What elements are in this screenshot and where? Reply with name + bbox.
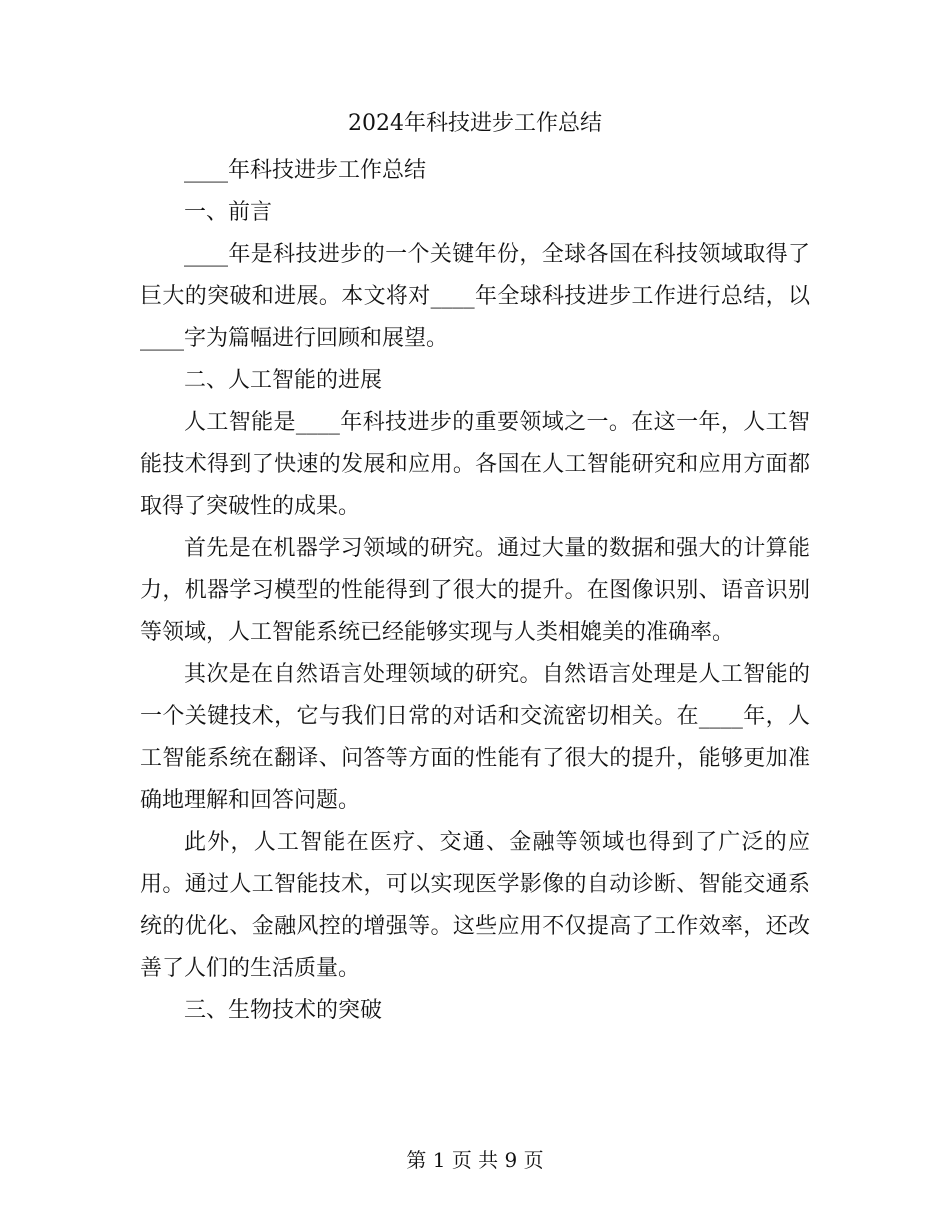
subtitle-paragraph: ____年科技进步工作总结 — [184, 158, 427, 183]
section-heading-biotech: 三、生物技术的突破 — [184, 998, 383, 1023]
paragraph-ai-intro: 人工智能是____年科技进步的重要领域之一。在这一年，人工智能技术得到了快速的发展和应用。各国在人工智能研究和应用方面都取得了突破性的成果。 — [140, 410, 810, 519]
document-title: 2024年科技进步工作总结 — [348, 111, 602, 136]
section-heading-preface: 一、前言 — [184, 200, 273, 225]
paragraph-preface: ____年是科技进步的一个关键年份，全球各国在科技领域取得了巨大的突破和进展。本文将对____年全球科技进步工作进行总结，以____字为篇幅进行回顾和展望。 — [140, 242, 810, 351]
section-heading-ai: 二、人工智能的进展 — [184, 368, 383, 393]
paragraph-nlp: 其次是在自然语言处理领域的研究。自然语言处理是人工智能的一个关键技术，它与我们日常的对话和交流密切相关。在____年，人工智能系统在翻译、问答等方面的性能有了很大的提升，能够更加准确地理解和回答问题。 — [140, 662, 810, 813]
paragraph-machine-learning: 首先是在机器学习领域的研究。通过大量的数据和强大的计算能力，机器学习模型的性能得到了很大的提升。在图像识别、语音识别等领域，人工智能系统已经能够实现与人类相媲美的准确率。 — [140, 536, 810, 645]
paragraph-applications: 此外，人工智能在医疗、交通、金融等领域也得到了广泛的应用。通过人工智能技术，可以实现医学影像的自动诊断、智能交通系统的优化、金融风控的增强等。这些应用不仅提高了工作效率，还改善了人们的生活质量。 — [140, 830, 810, 981]
document-body — [140, 150, 810, 1032]
page-number-footer: 第 1 页 共 9 页 — [406, 1148, 544, 1172]
